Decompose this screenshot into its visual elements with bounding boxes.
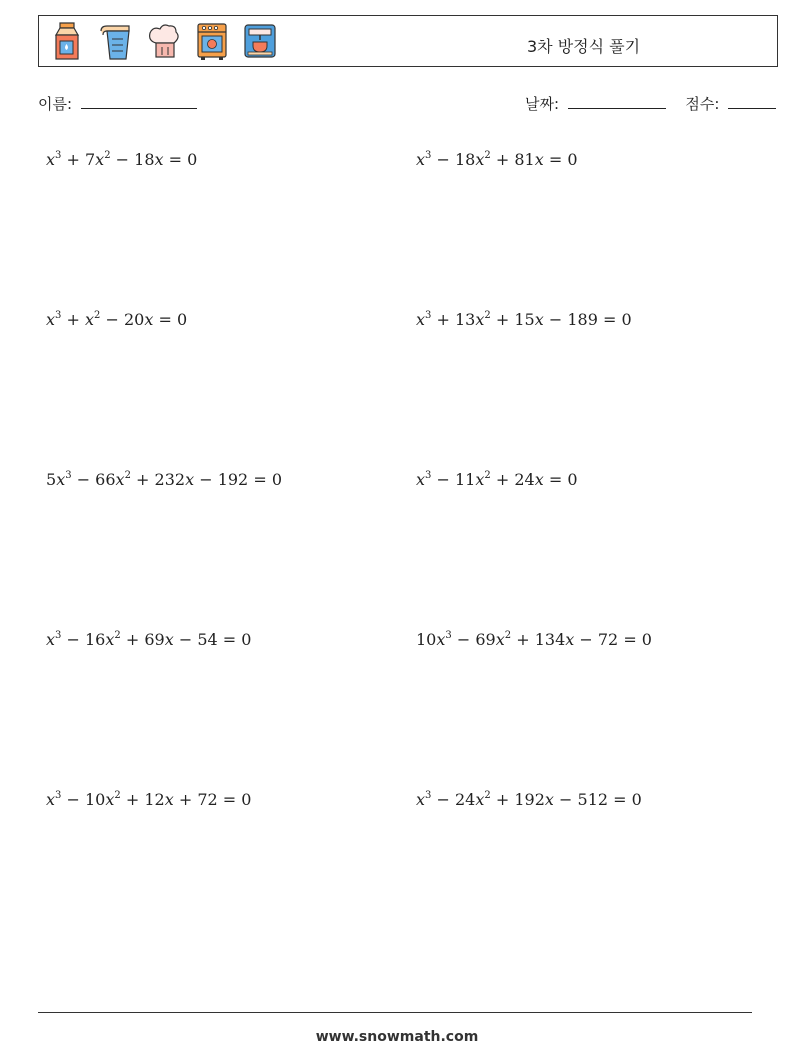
score-blank[interactable] bbox=[728, 94, 776, 109]
oven-icon bbox=[193, 21, 231, 61]
problem-equation: $x^3 - 24x^2 + 192x - 512 = 0$ bbox=[416, 790, 642, 809]
footer-divider bbox=[38, 1012, 752, 1013]
problem-equation: $x^3 - 10x^2 + 12x + 72 = 0$ bbox=[46, 790, 252, 809]
problem-equation: $x^3 - 18x^2 + 81x = 0$ bbox=[416, 150, 578, 169]
problem-equation: $x^3 + 13x^2 + 15x - 189 = 0$ bbox=[416, 310, 632, 329]
worksheet-header bbox=[38, 15, 778, 67]
problem-equation: $x^3 - 11x^2 + 24x = 0$ bbox=[416, 470, 578, 489]
problem-equation: $5x^3 - 66x^2 + 232x - 192 = 0$ bbox=[46, 470, 282, 489]
date-label: 날짜: bbox=[525, 95, 560, 113]
name-blank[interactable] bbox=[81, 94, 197, 109]
header-icons bbox=[49, 21, 279, 61]
footer-url: www.snowmath.com bbox=[315, 1029, 479, 1045]
coffee-machine-icon bbox=[241, 21, 279, 61]
score-label: 점수: bbox=[685, 95, 720, 113]
name-label: 이름: bbox=[38, 95, 73, 113]
date-score-field bbox=[525, 93, 776, 114]
measuring-jug-icon bbox=[97, 21, 135, 61]
problem-equation: $x^3 + 7x^2 - 18x = 0$ bbox=[46, 150, 198, 169]
date-blank[interactable] bbox=[568, 94, 666, 109]
name-field bbox=[38, 93, 197, 114]
problem-equation: $x^3 - 16x^2 + 69x - 54 = 0$ bbox=[46, 630, 252, 649]
page-title: 3차 방정식 풀기 bbox=[527, 37, 641, 56]
problem-equation: $x^3 + x^2 - 20x = 0$ bbox=[46, 310, 188, 329]
milk-carton-icon bbox=[49, 21, 87, 61]
problem-equation: $10x^3 - 69x^2 + 134x - 72 = 0$ bbox=[416, 630, 652, 649]
chef-hat-icon bbox=[145, 21, 183, 61]
